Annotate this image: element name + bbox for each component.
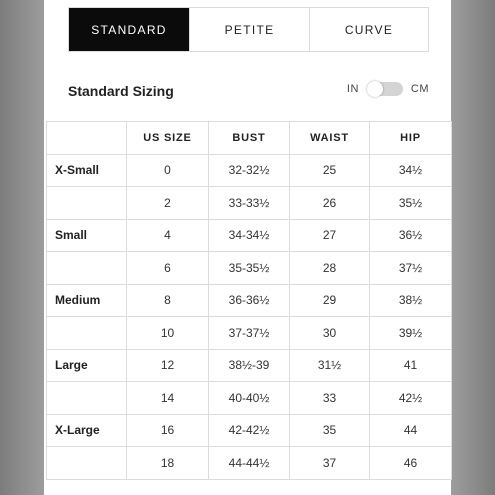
hip-cell: 41	[370, 349, 452, 382]
waist-cell: 35	[290, 414, 370, 447]
unit-label-cm: CM	[410, 83, 429, 95]
size-label-cell	[47, 317, 127, 350]
header-us-size: US SIZE	[127, 122, 209, 155]
size-table	[46, 121, 452, 480]
size-label-cell: X-Large	[47, 414, 127, 447]
hip-cell: 38½	[370, 284, 452, 317]
table-row	[47, 349, 452, 382]
table-row	[47, 187, 452, 220]
us-size-cell: 0	[127, 154, 209, 187]
hip-cell: 44	[370, 414, 452, 447]
waist-cell: 26	[290, 187, 370, 220]
bust-cell: 33-33½	[209, 187, 290, 220]
hip-cell: 46	[370, 447, 452, 480]
header-blank	[47, 122, 127, 155]
header-bust: BUST	[209, 122, 290, 155]
us-size-cell: 4	[127, 219, 209, 252]
table-row	[47, 382, 452, 415]
us-size-cell: 10	[127, 317, 209, 350]
hip-cell: 36½	[370, 219, 452, 252]
size-label-cell	[47, 447, 127, 480]
us-size-cell: 12	[127, 349, 209, 382]
backdrop-left	[0, 0, 44, 495]
size-label-cell	[47, 187, 127, 220]
table-row	[47, 414, 452, 447]
size-label-cell: X-Small	[47, 154, 127, 187]
waist-cell: 30	[290, 317, 370, 350]
waist-cell: 33	[290, 382, 370, 415]
table-row	[47, 284, 452, 317]
size-label-cell: Large	[47, 349, 127, 382]
table-body	[47, 154, 452, 479]
size-category-tabs	[68, 7, 429, 52]
bust-cell: 36-36½	[209, 284, 290, 317]
hip-cell: 34½	[370, 154, 452, 187]
us-size-cell: 6	[127, 252, 209, 285]
backdrop-right	[451, 0, 495, 495]
bust-cell: 40-40½	[209, 382, 290, 415]
size-label-cell: Small	[47, 219, 127, 252]
switch-knob	[367, 81, 383, 97]
waist-cell: 28	[290, 252, 370, 285]
waist-cell: 29	[290, 284, 370, 317]
size-label-cell	[47, 252, 127, 285]
table-row	[47, 447, 452, 480]
us-size-cell: 14	[127, 382, 209, 415]
table-row	[47, 317, 452, 350]
hip-cell: 42½	[370, 382, 452, 415]
table-row	[47, 154, 452, 187]
waist-cell: 37	[290, 447, 370, 480]
unit-switch[interactable]	[367, 82, 403, 96]
table-header-row	[47, 122, 452, 155]
bust-cell: 42-42½	[209, 414, 290, 447]
us-size-cell: 2	[127, 187, 209, 220]
unit-toggle	[347, 82, 429, 96]
bust-cell: 35-35½	[209, 252, 290, 285]
waist-cell: 27	[290, 219, 370, 252]
hip-cell: 37½	[370, 252, 452, 285]
us-size-cell: 16	[127, 414, 209, 447]
size-chart-panel	[44, 0, 451, 495]
bust-cell: 38½-39	[209, 349, 290, 382]
table-row	[47, 219, 452, 252]
hip-cell: 35½	[370, 187, 452, 220]
unit-label-in: IN	[346, 83, 359, 95]
table-row	[47, 252, 452, 285]
waist-cell: 31½	[290, 349, 370, 382]
tab-standard[interactable]: STANDARD	[69, 8, 189, 51]
us-size-cell: 18	[127, 447, 209, 480]
bust-cell: 44-44½	[209, 447, 290, 480]
waist-cell: 25	[290, 154, 370, 187]
hip-cell: 39½	[370, 317, 452, 350]
size-label-cell	[47, 382, 127, 415]
bust-cell: 37-37½	[209, 317, 290, 350]
bust-cell: 34-34½	[209, 219, 290, 252]
section-title: Standard Sizing	[68, 83, 174, 99]
us-size-cell: 8	[127, 284, 209, 317]
tab-petite[interactable]: PETITE	[189, 8, 309, 51]
header-waist: WAIST	[290, 122, 370, 155]
tab-curve[interactable]: CURVE	[309, 8, 428, 51]
header-hip: HIP	[370, 122, 452, 155]
bust-cell: 32-32½	[209, 154, 290, 187]
size-label-cell: Medium	[47, 284, 127, 317]
